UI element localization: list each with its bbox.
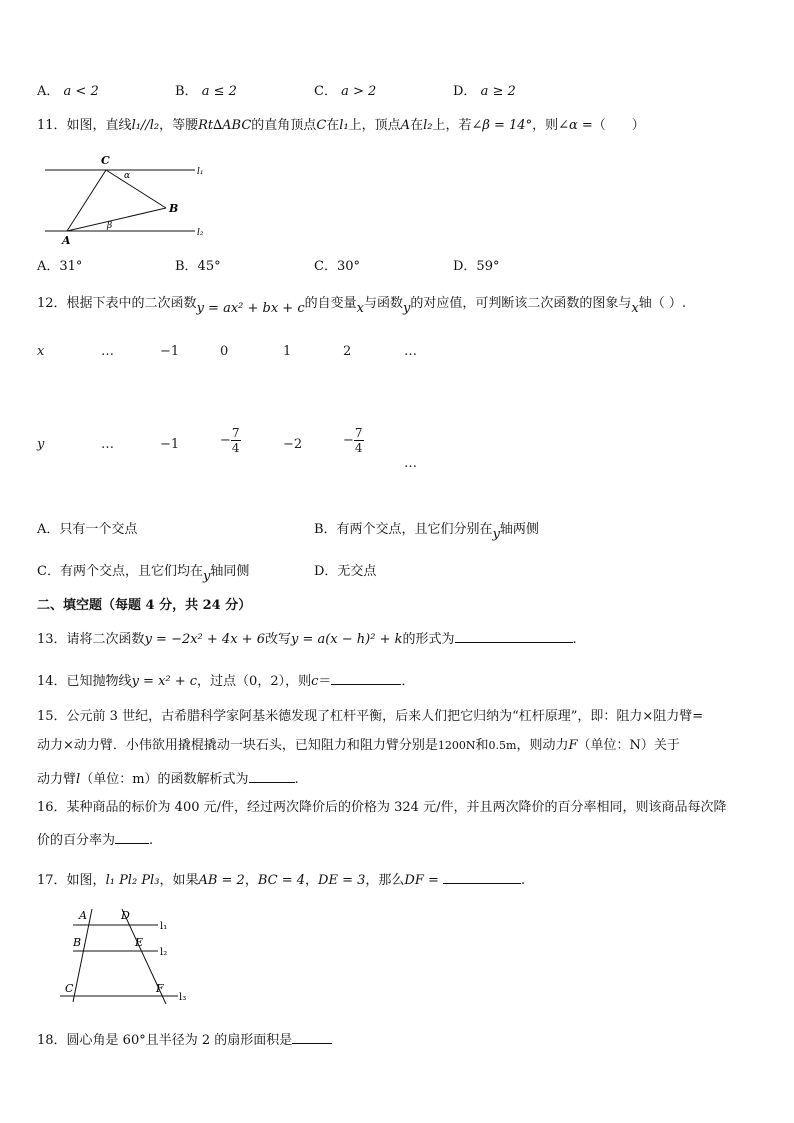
answer-blank[interactable] xyxy=(455,628,573,643)
q12-stem: 12．根据下表中的二次函数y = ax² + bx + c的自变量x与函数y的对应值，可判断该二次函数的图象与x轴（ ）. xyxy=(37,296,686,316)
q11-option-c: C．30° xyxy=(314,259,360,274)
q13-stem: 13．请将二次函数y = −2x² + 4x + 6改写y = a(x − h)² + k的形式为 . xyxy=(37,628,577,649)
label-b: B xyxy=(73,936,82,949)
q11-figure xyxy=(40,152,210,247)
q10-option-c: C． a > 2 xyxy=(314,84,377,99)
label-beta: β xyxy=(107,221,113,231)
answer-blank[interactable] xyxy=(115,829,149,844)
answer-blank[interactable] xyxy=(249,768,295,783)
q18-stem: 18．圆心角是 60°且半径为 2 的扇形面积是 xyxy=(37,1029,332,1050)
label-c: C xyxy=(101,154,110,167)
table-x-val: 0 xyxy=(220,344,229,359)
table-x-val: 2 xyxy=(343,344,352,359)
table-x-val: −1 xyxy=(160,344,180,359)
table-x-val: … xyxy=(404,344,417,359)
answer-blank[interactable] xyxy=(443,869,521,884)
q16-line2: 价的百分率为 . xyxy=(37,829,153,850)
label-l3: l₃ xyxy=(179,992,187,1003)
label-e: E xyxy=(135,936,144,949)
table-y-val: … xyxy=(404,456,417,471)
label-d: D xyxy=(121,909,130,922)
q15-line1: 15．公元前 3 世纪，古希腊科学家阿基米德发现了杠杆平衡，后来人们把它归纳为“杠杆原理”，即：阻力×阻力臂= xyxy=(37,709,704,724)
q12-option-c: C．有两个交点，且它们均在y轴同侧 xyxy=(37,564,250,584)
q17-stem: 17．如图，l₁ Pl₂ Pl₃，如果AB = 2，BC = 4，DE = 3，那么DF = . xyxy=(37,869,525,890)
q15-line3: 动力臂l（单位：m）的函数解析式为 . xyxy=(37,768,299,789)
side-ca xyxy=(67,170,106,231)
label-alpha: α xyxy=(124,171,131,181)
label-a: A xyxy=(79,909,87,922)
q14-stem: 14．已知抛物线y = x² + c，过点（0，2），则c＝ ． xyxy=(37,670,414,691)
q11-option-a: A．31° xyxy=(37,259,83,274)
label-l2: l₂ xyxy=(197,228,204,238)
table-y-val: − $\frac{7}{4}$ xyxy=(220,426,240,455)
q11-option-b: B．45° xyxy=(175,259,221,274)
transversal-left xyxy=(73,909,92,1002)
label-c: C xyxy=(65,982,74,995)
label-l1: l₁ xyxy=(197,167,204,177)
label-f: F xyxy=(156,982,164,995)
q17-figure xyxy=(60,904,195,1008)
table-y-val: −1 xyxy=(160,437,180,452)
q10-option-a: A． a < 2 xyxy=(37,84,99,99)
label-a: A xyxy=(62,234,71,247)
answer-blank[interactable] xyxy=(292,1029,332,1044)
q15-line2: 动力×动力臂．小伟欲用撬棍撬动一块石头，已知阻力和阻力臂分别是1200N和0.5m，则动力F（单位：N）关于 xyxy=(37,738,680,753)
side-cb xyxy=(106,170,166,208)
table-y-val: … xyxy=(101,437,114,452)
table-y-label: y xyxy=(37,437,45,452)
answer-blank[interactable] xyxy=(331,670,401,685)
q12-option-b: B．有两个交点，且它们分别在y轴两侧 xyxy=(314,522,539,542)
table-x-val: 1 xyxy=(283,344,292,359)
q12-option-a: A．只有一个交点 xyxy=(37,522,138,537)
q12-option-d: D．无交点 xyxy=(314,564,377,579)
label-l2: l₂ xyxy=(160,947,168,958)
label-l1: l₁ xyxy=(160,921,168,932)
side-ab xyxy=(67,208,166,231)
section-heading: 二、填空题（每题 4 分，共 24 分） xyxy=(37,598,252,613)
table-x-val: … xyxy=(101,344,114,359)
q10-option-b: B． a ≤ 2 xyxy=(175,84,237,99)
table-y-val: − $\frac{7}{4}$ xyxy=(343,426,363,455)
q10-option-d: D． a ≥ 2 xyxy=(453,84,516,99)
q16-line1: 16．某种商品的标价为 400 元/件，经过两次降价后的价格为 324 元/件，并且两次降价的百分率相同，则该商品每次降 xyxy=(37,800,727,815)
table-x-label: x xyxy=(37,344,45,359)
table-y-val: −2 xyxy=(283,437,303,452)
label-b: B xyxy=(169,202,179,215)
q11-option-d: D．59° xyxy=(453,259,500,274)
q11-stem: 11．如图，直线l₁//l₂，等腰Rt∆ABC的直角顶点C在l₁上，顶点A在l₂上，若∠β = 14°，则∠α =（ ） xyxy=(37,118,645,133)
